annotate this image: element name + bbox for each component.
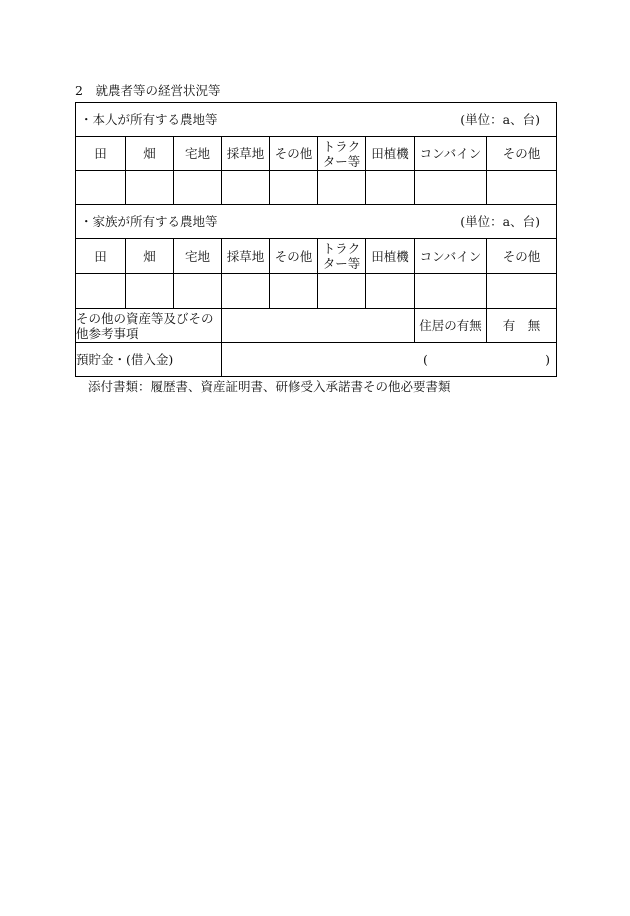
- savings-close-paren: ): [545, 352, 551, 367]
- savings-value-cell: [222, 343, 557, 377]
- column-header-tractor: トラクター等: [318, 239, 366, 274]
- own-land-value-cell: [487, 171, 557, 205]
- other-assets-label: その他の資産等及びその他参考事項: [76, 309, 222, 343]
- family-land-title-row: [76, 205, 557, 239]
- own-land-value-cell: [222, 171, 270, 205]
- column-header-residential-land: 宅地: [174, 239, 222, 274]
- column-header-field: 畑: [126, 137, 174, 171]
- column-header-other-equipment: その他: [487, 137, 557, 171]
- other-assets-value-cell: [222, 309, 415, 343]
- family-land-header-row: [76, 239, 557, 274]
- own-land-value-cell: [76, 171, 126, 205]
- column-header-combine: コンバイン: [415, 137, 487, 171]
- residence-label: 住居の有無: [415, 309, 487, 343]
- column-header-combine: コンバイン: [415, 239, 487, 274]
- column-header-residential-land: 宅地: [174, 137, 222, 171]
- own-land-value-cell: [270, 171, 318, 205]
- own-land-unit: (単位：a、台): [460, 112, 541, 127]
- family-land-unit: (単位：a、台): [460, 214, 541, 229]
- savings-row: [76, 343, 557, 377]
- savings-label: 預貯金・(借入金): [76, 343, 222, 377]
- column-header-rice-transplanter: 田植機: [366, 239, 415, 274]
- own-land-value-cell: [366, 171, 415, 205]
- family-land-value-row: [76, 274, 557, 309]
- section-heading: 2 就農者等の経営状況等: [75, 83, 221, 98]
- family-land-value-cell: [487, 274, 557, 309]
- column-header-rice-transplanter: 田植機: [366, 137, 415, 171]
- family-land-value-cell: [366, 274, 415, 309]
- other-assets-row: [76, 309, 557, 343]
- family-land-value-cell: [415, 274, 487, 309]
- column-header-meadow: 採草地: [222, 137, 270, 171]
- own-land-value-cell: [318, 171, 366, 205]
- own-land-value-cell: [174, 171, 222, 205]
- family-land-value-cell: [76, 274, 126, 309]
- attachments-note: 添付書類：履歴書、資産証明書、研修受入承諾書その他必要書類: [88, 379, 451, 394]
- own-land-value-row: [76, 171, 557, 205]
- column-header-field: 畑: [126, 239, 174, 274]
- own-land-title: ・本人が所有する農地等: [80, 112, 218, 127]
- family-land-value-cell: [270, 274, 318, 309]
- residence-options: 有 無: [487, 309, 557, 343]
- column-header-other-land: その他: [270, 137, 318, 171]
- family-land-value-cell: [174, 274, 222, 309]
- family-land-value-cell: [318, 274, 366, 309]
- column-header-meadow: 採草地: [222, 239, 270, 274]
- family-land-value-cell: [126, 274, 174, 309]
- savings-open-paren: (: [423, 352, 428, 367]
- management-status-table: [75, 102, 557, 377]
- family-land-value-cell: [222, 274, 270, 309]
- own-land-header-row: [76, 137, 557, 171]
- own-land-value-cell: [126, 171, 174, 205]
- own-land-title-row: [76, 103, 557, 137]
- column-header-other-land: その他: [270, 239, 318, 274]
- column-header-other-equipment: その他: [487, 239, 557, 274]
- column-header-tractor: トラクター等: [318, 137, 366, 171]
- own-land-value-cell: [415, 171, 487, 205]
- column-header-paddy: 田: [76, 239, 126, 274]
- family-land-title: ・家族が所有する農地等: [80, 214, 218, 229]
- column-header-paddy: 田: [76, 137, 126, 171]
